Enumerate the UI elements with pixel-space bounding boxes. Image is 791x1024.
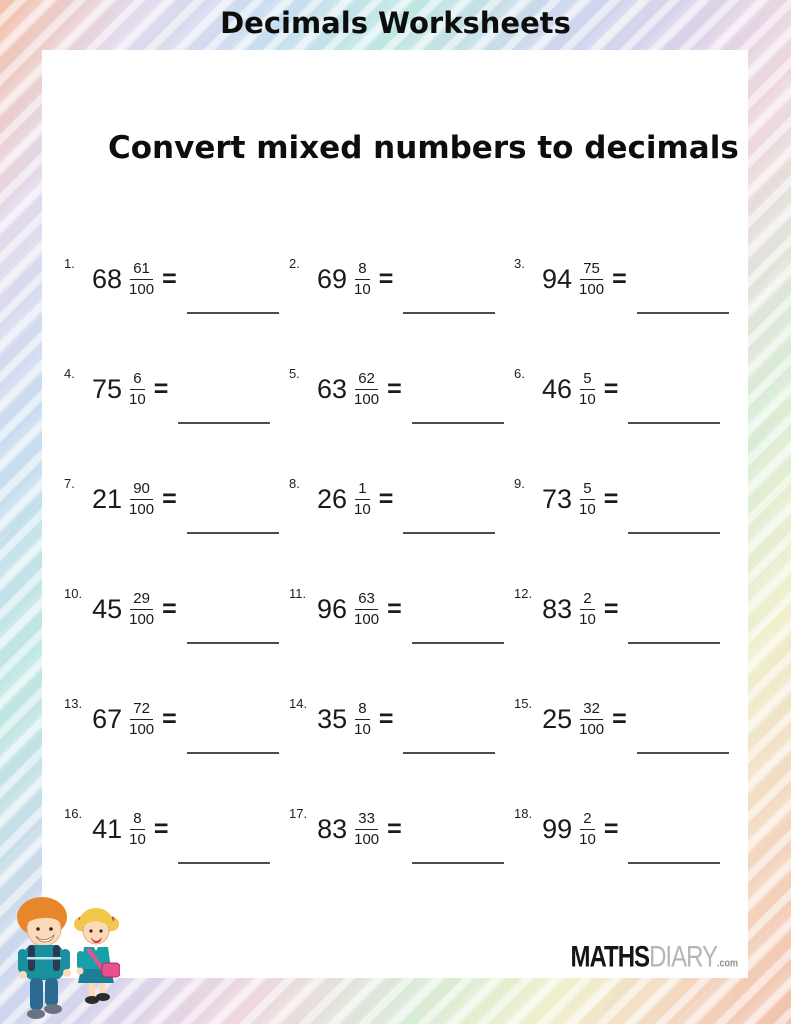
fraction-numerator: 90 (130, 480, 153, 499)
problem-number: 4. (64, 366, 75, 381)
whole-number: 96 (317, 593, 348, 624)
fraction-numerator: 75 (580, 260, 603, 279)
girl-figure (74, 908, 120, 1004)
fraction-numerator: 62 (355, 370, 378, 389)
problem-item (514, 250, 729, 302)
problem-item (514, 690, 729, 742)
problem-number: 16. (64, 806, 83, 821)
whole-number: 73 (542, 483, 573, 514)
equals-sign: = (612, 264, 627, 293)
problem-number: 18. (514, 806, 533, 821)
whole-number: 26 (317, 483, 348, 514)
answer-blank[interactable] (187, 642, 279, 644)
problem-number: 5. (289, 366, 300, 381)
fraction-denominator: 100 (129, 720, 155, 738)
fraction-numerator: 32 (580, 700, 603, 719)
problem-item (64, 250, 289, 302)
fraction-denominator: 100 (129, 610, 155, 628)
whole-number: 83 (542, 593, 573, 624)
fraction-denominator: 10 (354, 500, 371, 518)
problem-item (289, 690, 514, 742)
fraction-denominator: 10 (129, 830, 146, 848)
answer-blank[interactable] (628, 422, 720, 424)
fraction-denominator: 10 (354, 280, 371, 298)
problems-grid (64, 250, 729, 910)
whole-number: 46 (542, 373, 573, 404)
answer-blank[interactable] (628, 532, 720, 534)
fraction (579, 260, 604, 298)
whole-number: 94 (542, 263, 573, 294)
problem-item (289, 470, 514, 522)
problem-number: 17. (289, 806, 308, 821)
answer-blank[interactable] (403, 752, 495, 754)
equals-sign: = (387, 594, 402, 623)
fraction-denominator: 10 (129, 390, 146, 408)
equals-sign: = (153, 374, 169, 403)
equals-sign: = (387, 374, 402, 403)
fraction-numerator: 61 (130, 260, 153, 279)
fraction (129, 260, 154, 298)
fraction-numerator: 2 (580, 590, 594, 609)
fraction (129, 590, 154, 628)
fraction-numerator: 1 (355, 480, 369, 499)
fraction (129, 370, 146, 408)
whole-number: 21 (92, 483, 123, 514)
whole-number: 41 (92, 813, 123, 844)
whole-number: 63 (317, 373, 348, 404)
problem-number: 1. (64, 256, 75, 271)
fraction-numerator: 2 (580, 810, 594, 829)
equals-sign: = (603, 374, 619, 403)
fraction-denominator: 10 (579, 390, 596, 408)
whole-number: 67 (92, 703, 123, 734)
fraction (579, 810, 596, 848)
fraction (579, 370, 596, 408)
whole-number: 83 (317, 813, 348, 844)
problem-item (289, 360, 514, 412)
whole-number: 69 (317, 263, 348, 294)
whole-number: 25 (542, 703, 573, 734)
fraction-denominator: 100 (129, 500, 155, 518)
problem-item (64, 470, 289, 522)
school-kids-illustration (4, 893, 120, 1023)
fraction-denominator: 10 (354, 720, 371, 738)
problem-item (289, 580, 514, 632)
fraction-denominator: 10 (579, 830, 596, 848)
answer-blank[interactable] (628, 642, 720, 644)
answer-blank[interactable] (628, 862, 720, 864)
fraction (579, 700, 604, 738)
fraction-denominator: 10 (579, 500, 596, 518)
equals-sign: = (603, 594, 619, 623)
fraction-numerator: 5 (580, 370, 594, 389)
fraction (354, 590, 379, 628)
problem-item (289, 800, 514, 852)
problem-number: 3. (514, 256, 525, 271)
problem-number: 14. (289, 696, 308, 711)
equals-sign: = (162, 264, 177, 293)
fraction (354, 370, 379, 408)
equals-sign: = (603, 814, 619, 843)
worksheet-card (42, 50, 748, 978)
logo-tld-text: .com (716, 956, 738, 969)
equals-sign: = (603, 484, 619, 513)
problem-item (64, 360, 289, 412)
whole-number: 68 (92, 263, 123, 294)
problem-item (514, 800, 729, 852)
problem-item (514, 360, 729, 412)
whole-number: 35 (317, 703, 348, 734)
fraction-numerator: 33 (355, 810, 378, 829)
fraction-numerator: 72 (130, 700, 153, 719)
fraction (354, 260, 371, 298)
logo-diary-text: DIARY (649, 940, 717, 974)
answer-blank[interactable] (412, 642, 504, 644)
problem-number: 2. (289, 256, 300, 271)
problem-number: 7. (64, 476, 75, 491)
problem-item (64, 800, 289, 852)
boy-figure (17, 897, 71, 1019)
fraction (129, 700, 154, 738)
equals-sign: = (387, 814, 402, 843)
fraction (354, 700, 371, 738)
problem-item (514, 580, 729, 632)
answer-blank[interactable] (178, 422, 270, 424)
fraction-denominator: 100 (354, 390, 380, 408)
problem-number: 9. (514, 476, 525, 491)
fraction-denominator: 100 (579, 280, 605, 298)
equals-sign: = (612, 704, 627, 733)
logo-maths-text: MATHS (570, 940, 650, 974)
fraction-numerator: 6 (130, 370, 144, 389)
problem-number: 8. (289, 476, 300, 491)
answer-blank[interactable] (403, 532, 495, 534)
answer-blank[interactable] (187, 532, 279, 534)
answer-blank[interactable] (412, 862, 504, 864)
fraction-numerator: 8 (355, 700, 369, 719)
problem-item (64, 690, 289, 742)
equals-sign: = (153, 814, 169, 843)
problem-number: 15. (514, 696, 533, 711)
problem-number: 11. (289, 586, 307, 601)
fraction (129, 810, 146, 848)
fraction-numerator: 8 (355, 260, 369, 279)
problem-number: 10. (64, 586, 83, 601)
fraction (129, 480, 154, 518)
problem-item (289, 250, 514, 302)
whole-number: 99 (542, 813, 573, 844)
answer-blank[interactable] (178, 862, 270, 864)
page-title: Decimals Worksheets (220, 6, 571, 40)
equals-sign: = (162, 594, 177, 623)
worksheet-heading: Convert mixed numbers to decimals (108, 130, 739, 166)
equals-sign: = (378, 264, 394, 293)
answer-blank[interactable] (187, 752, 279, 754)
problem-number: 12. (514, 586, 533, 601)
answer-blank[interactable] (403, 312, 495, 314)
fraction (579, 590, 596, 628)
problem-number: 13. (64, 696, 83, 711)
equals-sign: = (162, 704, 177, 733)
fraction-numerator: 8 (130, 810, 144, 829)
fraction-denominator: 10 (579, 610, 596, 628)
fraction-denominator: 100 (354, 610, 380, 628)
equals-sign: = (378, 704, 394, 733)
answer-blank[interactable] (187, 312, 279, 314)
fraction (354, 480, 371, 518)
fraction-numerator: 5 (580, 480, 594, 499)
fraction-denominator: 100 (354, 830, 380, 848)
fraction (579, 480, 596, 518)
problem-item (514, 470, 729, 522)
whole-number: 45 (92, 593, 123, 624)
whole-number: 75 (92, 373, 123, 404)
answer-blank[interactable] (412, 422, 504, 424)
mathsdiary-logo (571, 940, 738, 975)
answer-blank[interactable] (637, 752, 729, 754)
problem-number: 6. (514, 366, 525, 381)
equals-sign: = (378, 484, 394, 513)
problem-item (64, 580, 289, 632)
answer-blank[interactable] (637, 312, 729, 314)
fraction-numerator: 63 (355, 590, 378, 609)
fraction-denominator: 100 (579, 720, 605, 738)
fraction-denominator: 100 (129, 280, 155, 298)
fraction (354, 810, 379, 848)
fraction-numerator: 29 (130, 590, 153, 609)
equals-sign: = (162, 484, 177, 513)
